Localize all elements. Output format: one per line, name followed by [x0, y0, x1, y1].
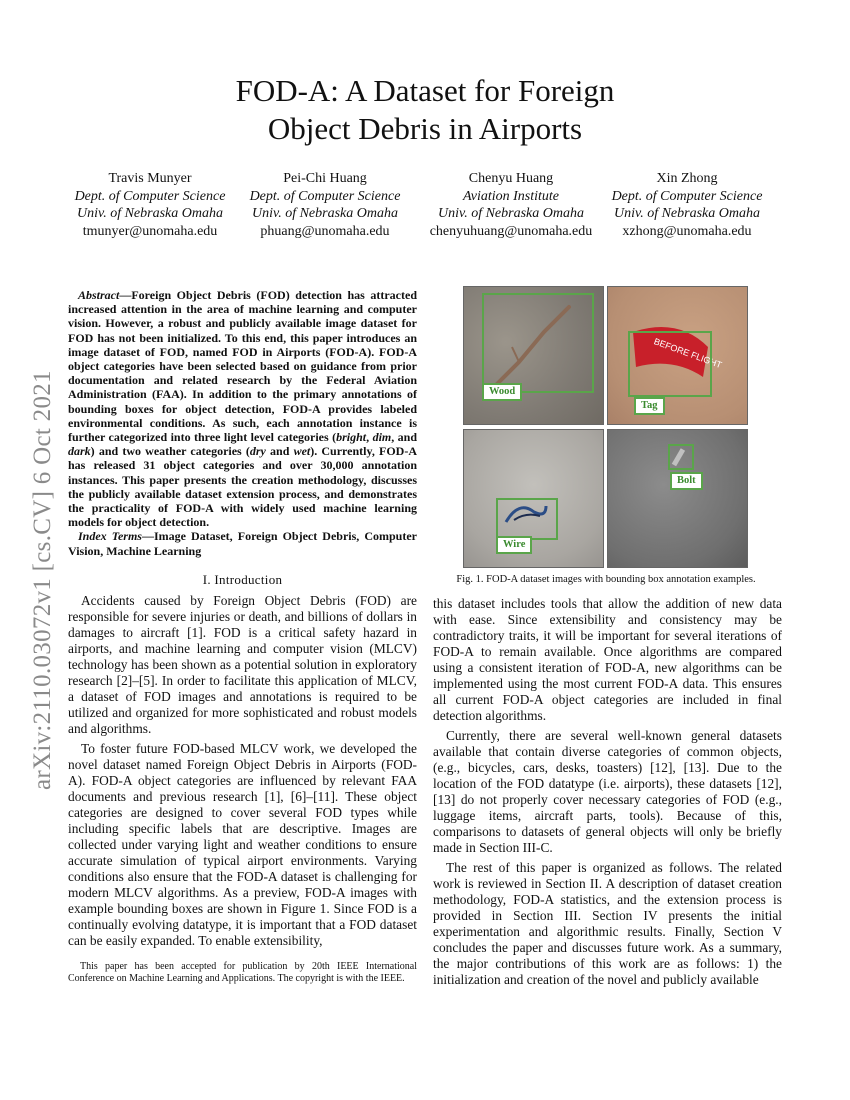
bounding-box — [482, 293, 594, 393]
author-dept: Aviation Institute — [462, 188, 560, 204]
author-email[interactable]: phuang@unomaha.edu — [260, 223, 390, 239]
figure-image-wood — [463, 286, 604, 425]
section-heading-introduction: I. Introduction — [202, 571, 283, 587]
author-1 — [55, 170, 245, 240]
author-name: Xin Zhong — [656, 171, 718, 186]
abstract-sep: , — [366, 430, 373, 445]
author-4 — [592, 170, 782, 240]
index-terms-lead: Index Terms — [78, 529, 142, 544]
abstract — [68, 288, 417, 529]
figure-image-wire — [463, 429, 604, 568]
bbox-label-tag: Tag — [634, 397, 665, 415]
author-email[interactable]: xzhong@unomaha.edu — [622, 223, 752, 239]
abstract-wet: wet — [293, 444, 311, 459]
author-name: Chenyu Huang — [468, 171, 554, 186]
bounding-box — [496, 498, 558, 540]
paragraph: Currently, there are several well-known general datasets available that contain diverse categories of common objects, (e.g., bicycles, cars, desks, toasters) [12], [13]. Due to the location of the FOD datatype (i.e. airports), these datasets [12], [13] do not properly cover necessary categories of FOD (e.g., luggage items, aircraft parts, tools). Because of this, comparisons to datasets of general objects will only be briefly made in Section III-C. — [433, 728, 782, 855]
bounding-box — [668, 444, 694, 470]
tag-text: BEFORE FLIGHT — [652, 336, 724, 371]
author-dept: Dept. of Computer Science — [249, 188, 401, 204]
bbox-label-bolt: Bolt — [670, 472, 703, 490]
figure-image-tag — [607, 286, 748, 425]
left-column — [68, 288, 417, 953]
author-email[interactable]: chenyuhuang@unomaha.edu — [429, 223, 593, 239]
author-2 — [230, 170, 420, 240]
author-3 — [416, 170, 606, 240]
index-terms — [68, 529, 417, 557]
bounding-box — [628, 331, 712, 397]
author-name: Travis Munyer — [108, 171, 192, 186]
paragraph: this dataset includes tools that allow the addition of new data with ease. Since extensibility and consistency may be contradictory traits, it will be important for several iterations of FOD-A to remain available. Once algorithms are compared using a consistent iteration of FOD-A, new algorithms can be implemented using the most current FOD-A data. This ensures all current FOD-A object categories are included in final detection algorithms. — [433, 596, 782, 723]
author-name: Pei-Chi Huang — [283, 171, 367, 186]
author-dept: Dept. of Computer Science — [74, 188, 226, 204]
figure-image-bolt — [607, 429, 748, 568]
author-email[interactable]: tmunyer@unomaha.edu — [82, 223, 218, 239]
abstract-dark: dark — [68, 444, 91, 459]
figure-1 — [463, 286, 747, 570]
author-dept: Dept. of Computer Science — [611, 188, 763, 204]
abstract-text: ). Currently, FOD-A has released 31 object categories and over 30,000 annotation instances. This paper presents the creation methodology, discusses the publicly available dataset extension process, and demonstrates the practicality of FOD-A with widely used machine learning models for object detection. — [68, 444, 417, 530]
abstract-bright: bright — [336, 430, 367, 445]
author-univ: Univ. of Nebraska Omaha — [77, 206, 223, 221]
title-line-2: Object Debris in Airports — [267, 111, 583, 146]
abstract-sep: , and — [391, 430, 418, 445]
abstract-lead: Abstract — [78, 288, 120, 302]
abstract-dry: dry — [249, 444, 266, 459]
bbox-label-wire: Wire — [496, 536, 532, 554]
paper-title — [150, 72, 700, 148]
abstract-text: —Foreign Object Debris (FOD) detection has attracted increased attention in the area of machine learning and computer vision. However, a robust and publicly available image dataset for FOD has not been initialized. To this end, this paper introduces an image dataset of FOD, named FOD in Airports (FOD-A). FOD-A object categories have been selected based on guidance from prior documentation and related research by the Federal Aviation Administration (FAA). In addition to the primary annotations of bounding boxes for object detection, FOD-A provides labeled environmental conditions. As such, each annotation instance is further categorized into three light level categories ( — [68, 288, 417, 445]
paragraph: Accidents caused by Foreign Object Debris (FOD) are responsible for severe injuries or death, and billions of dollars in damages to aircraft [1]. FOD is a critical safety hazard in airports, and machine learning and computer vision (MLCV) technology has been shown as a potential solution in exploratory research [2]–[5]. In order to facilitate this application of MLCV, a dataset of FOD images and annotations is required to be utilized and organized for more sophisticated and robust models and algorithms. — [68, 592, 417, 736]
right-column — [433, 596, 782, 992]
author-univ: Univ. of Nebraska Omaha — [252, 206, 398, 221]
bbox-label-wood: Wood — [482, 383, 522, 401]
arxiv-stamp: arXiv:2110.03072v1 [cs.CV] 6 Oct 2021 — [29, 370, 56, 790]
index-terms-text: —Image Dataset, Foreign Object Debris, Computer Vision, Machine Learning — [68, 529, 417, 558]
footnote: This paper has been accepted for publication by 20th IEEE International Conference on Machine Learning and Applications. The copyright is with the IEEE. — [68, 961, 417, 985]
figure-caption: Fig. 1. FOD-A dataset images with bounding box annotation examples. — [456, 574, 756, 585]
title-line-1: FOD-A: A Dataset for Foreign — [235, 73, 615, 108]
abstract-sep: and — [265, 444, 294, 459]
abstract-text: ) and two weather categories ( — [90, 444, 250, 459]
abstract-dim: dim — [372, 430, 392, 445]
paragraph: The rest of this paper is organized as follows. The related work is reviewed in Section II. A description of dataset creation methodology, FOD-A statistics, and the extension process is provided in Section III. Section IV presents the initial experimentation and algorithmic results. Finally, Section V concludes the paper and discusses future work. As a summary, the major contributions of this work are as follows: 1) the initialization and creation of the novel and publicly available — [433, 860, 782, 987]
author-univ: Univ. of Nebraska Omaha — [614, 206, 760, 221]
paragraph: To foster future FOD-based MLCV work, we developed the novel dataset named Foreign Object Debris in Airports (FOD-A). FOD-A object categories are influenced by relevant FAA documents and previous research [1], [6]–[11]. These object categories are designed to cover several FOD types while including specific labels that are descriptive. Images are collected under varying light and weather conditions to ensure accurate simulation of typical airport environments. Varying conditions also ensure that the FOD-A dataset is challenging for modern MLCV algorithms. As a preview, FOD-A images with example bounding boxes are shown in Figure 1. Since FOD is a continually evolving datatype, it is important that a FOD dataset can be easily expanded. To enable extensibility, — [68, 740, 417, 948]
author-univ: Univ. of Nebraska Omaha — [438, 206, 584, 221]
